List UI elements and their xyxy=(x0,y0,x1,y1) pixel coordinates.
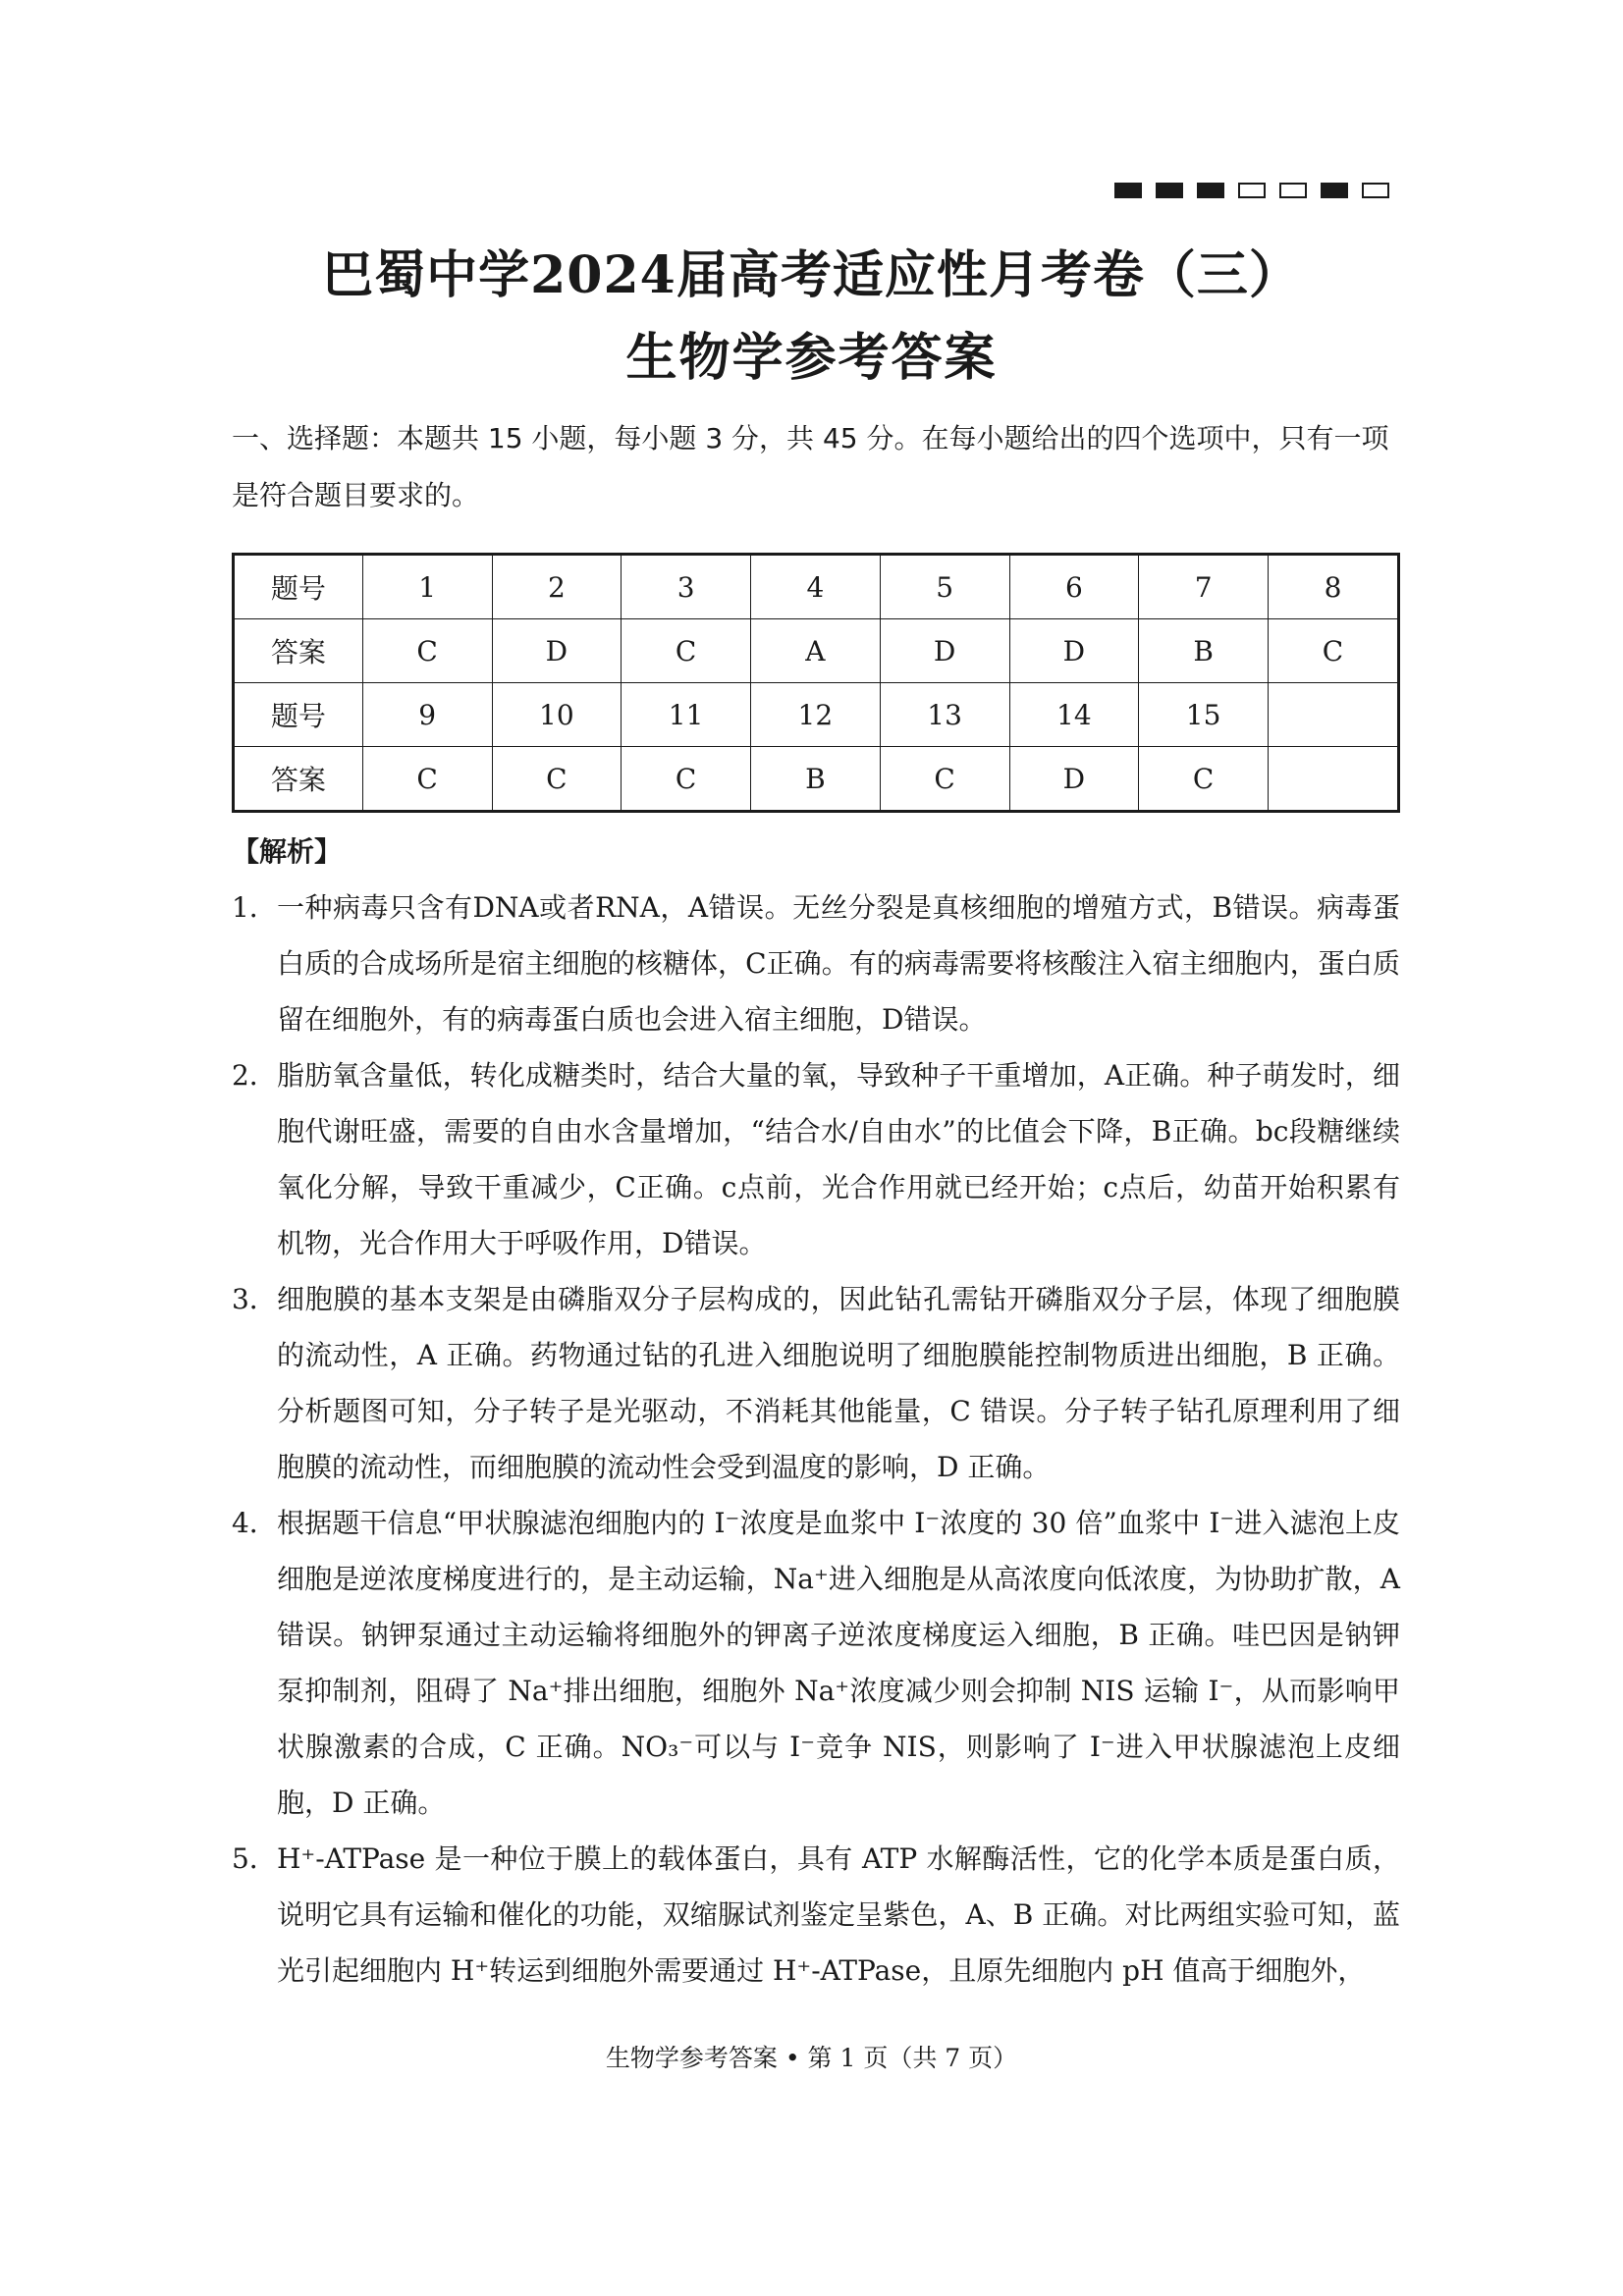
explanation-item xyxy=(232,880,1400,1047)
explanation-text: 一种病毒只含有DNA或者RNA，A错误。无丝分裂是真核细胞的增殖方式，B错误。病毒蛋白质的合成场所是宿主细胞的核糖体，C正确。有的病毒需要将核酸注入宿主细胞内，蛋白质留在细胞外，有的病毒蛋白质也会进入宿主细胞，D错误。 xyxy=(277,891,1400,1036)
table-cell: 8 xyxy=(1269,555,1399,619)
explanation-index: 3． xyxy=(232,1283,277,1315)
explanation-text: H⁺-ATPase 是一种位于膜上的载体蛋白，具有 ATP 水解酶活性，它的化学本质是蛋白质，说明它具有运输和催化的功能，双缩脲试剂鉴定呈紫色，A、B 正确。对比两组实验可知，蓝光引起细胞内 H⁺转运到细胞外需要通过 H⁺-ATPase，且原先细胞内 pH 值高于细胞外， xyxy=(277,1842,1400,1987)
table-cell: B xyxy=(1139,619,1269,683)
table-cell xyxy=(1269,747,1399,812)
table-cell: C xyxy=(362,619,492,683)
table-cell: 9 xyxy=(362,683,492,747)
table-cell: 3 xyxy=(622,555,751,619)
header-mark-filled xyxy=(1197,183,1224,198)
section-heading: 一、选择题：本题共 15 小题，每小题 3 分，共 45 分。在每小题给出的四个选项中，只有一项是符合题目要求的。 xyxy=(232,422,1389,511)
table-cell: A xyxy=(751,619,881,683)
answer-table xyxy=(232,553,1400,813)
table-cell: C xyxy=(880,747,1009,812)
table-cell: 5 xyxy=(880,555,1009,619)
table-cell: 6 xyxy=(1009,555,1139,619)
table-cell: C xyxy=(492,747,622,812)
explanation-text: 脂肪氧含量低，转化成糖类时，结合大量的氧，导致种子干重增加，A正确。种子萌发时，细胞代谢旺盛，需要的自由水含量增加，“结合水/自由水”的比值会下降，B正确。bc段糖继续氧化分解，导致干重减少，C正确。c点前，光合作用就已经开始；c点后，幼苗开始积累有机物，光合作用大于呼吸作用，D错误。 xyxy=(277,1059,1400,1259)
table-cell: D xyxy=(1009,747,1139,812)
table-cell: 15 xyxy=(1139,683,1269,747)
table-cell xyxy=(1269,683,1399,747)
table-cell: 2 xyxy=(492,555,622,619)
header-mark-empty xyxy=(1279,183,1307,198)
table-cell: C xyxy=(622,619,751,683)
table-cell: 1 xyxy=(362,555,492,619)
explanation-item xyxy=(232,1495,1400,1831)
table-cell: D xyxy=(880,619,1009,683)
table-row-header: 答案 xyxy=(234,747,363,812)
header-mark-filled xyxy=(1321,183,1348,198)
table-cell: 13 xyxy=(880,683,1009,747)
explanation-item xyxy=(232,1831,1400,1999)
table-row xyxy=(234,683,1399,747)
table-row xyxy=(234,747,1399,812)
header-mark-filled xyxy=(1114,183,1142,198)
table-cell: C xyxy=(1139,747,1269,812)
explanation-list xyxy=(232,880,1400,1999)
explanation-index: 1． xyxy=(232,891,277,924)
table-row xyxy=(234,619,1399,683)
table-cell: C xyxy=(1269,619,1399,683)
table-cell: C xyxy=(362,747,492,812)
table-cell: 4 xyxy=(751,555,881,619)
table-cell: 10 xyxy=(492,683,622,747)
table-cell: 12 xyxy=(751,683,881,747)
explanation-text: 根据题干信息“甲状腺滤泡细胞内的 I⁻浓度是血浆中 I⁻浓度的 30 倍”血浆中 I⁻进入滤泡上皮细胞是逆浓度梯度进行的，是主动运输，Na⁺进入细胞是从高浓度向低浓度，为协助扩散，A 错误。钠钾泵通过主动运输将细胞外的钾离子逆浓度梯度运入细胞，B 正确。哇巴因是钠钾泵抑制剂，阻碍了 Na⁺排出细胞，细胞外 Na⁺浓度减少则会抑制 NIS 运输 I⁻，从而影响甲状腺激素的合成，C 正确。NO₃⁻可以与 I⁻竞争 NIS，则影响了 I⁻进入甲状腺滤泡上皮细胞，D 正确。 xyxy=(277,1507,1400,1819)
table-cell: 11 xyxy=(622,683,751,747)
explanation-item xyxy=(232,1271,1400,1495)
table-row xyxy=(234,555,1399,619)
explanation-item xyxy=(232,1047,1400,1271)
table-cell: C xyxy=(622,747,751,812)
header-mark-empty xyxy=(1362,183,1389,198)
header-mark-filled xyxy=(1156,183,1183,198)
table-cell: B xyxy=(751,747,881,812)
explanation-index: 2． xyxy=(232,1059,277,1092)
explanation-index: 4． xyxy=(232,1507,277,1539)
page-title: 巴蜀中学2024届高考适应性月考卷（三） xyxy=(322,245,1301,305)
table-cell: D xyxy=(1009,619,1139,683)
table-cell: 7 xyxy=(1139,555,1269,619)
table-cell: 14 xyxy=(1009,683,1139,747)
page-footer: 生物学参考答案 • 第 1 页（共 7 页） xyxy=(605,2044,1018,2072)
table-cell: D xyxy=(492,619,622,683)
explanation-text: 细胞膜的基本支架是由磷脂双分子层构成的，因此钻孔需钻开磷脂双分子层，体现了细胞膜的流动性，A 正确。药物通过钻的孔进入细胞说明了细胞膜能控制物质进出细胞，B 正确。分析题图可知，分子转子是光驱动，不消耗其他能量，C 错误。分子转子钻孔原理利用了细胞膜的流动性，而细胞膜的流动性会受到温度的影响，D 正确。 xyxy=(277,1283,1400,1483)
header-mark-empty xyxy=(1238,183,1266,198)
table-row-header: 题号 xyxy=(234,683,363,747)
analysis-heading: 【解析】 xyxy=(232,835,343,868)
explanation-index: 5． xyxy=(232,1842,277,1875)
table-row-header: 答案 xyxy=(234,619,363,683)
page-subtitle: 生物学参考答案 xyxy=(625,328,998,388)
table-row-header: 题号 xyxy=(234,555,363,619)
header-marks xyxy=(1114,183,1389,198)
